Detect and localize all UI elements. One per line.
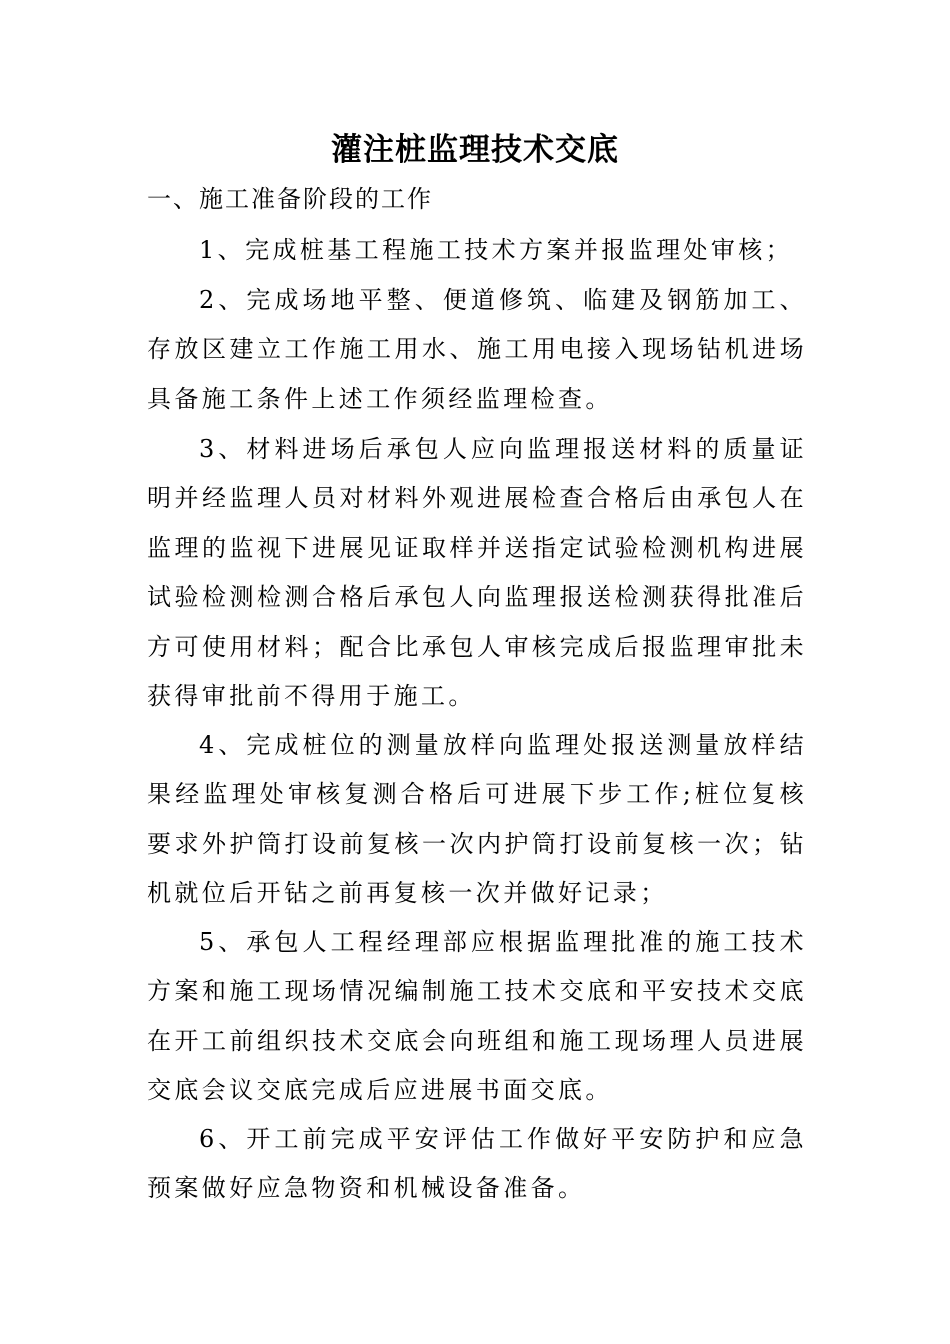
paragraph-1: 1、完成桩基工程施工技术方案并报监理处审核； (199, 236, 794, 264)
paragraph-6: 6、开工前完成平安评估工作做好平安防护和应急预案做好应急物资和机械设备准备。 (147, 1125, 807, 1203)
paragraph-5: 5、承包人工程经理部应根据监理批准的施工技术方案和施工现场情况编制施工技术交底和平安技术交底在开工前组织技术交底会向班组和施工现场理人员进展交底会议交底完成后应进展书面交底。 (147, 928, 807, 1105)
document-title: 灌注桩监理技术交底 (331, 132, 619, 168)
paragraph-4: 4、完成桩位的测量放样向监理处报送测量放样结果经监理处审核复测合格后可进展下步工作;桩位复核要求外护筒打设前复核一次内护筒打设前复核一次；钻机就位后开钻之前再复核一次并做好记录； (147, 731, 807, 908)
section-heading: 一、施工准备阶段的工作 (147, 185, 433, 213)
paragraph-3: 3、材料进场后承包人应向监理报送材料的质量证明并经监理人员对材料外观进展检查合格后由承包人在监理的监视下进展见证取样并送指定试验检测机构进展试验检测检测合格后承包人向监理报送检测获得批准后方可使用材料；配合比承包人审核完成后报监理审批未获得审批前不得用于施工。 (147, 435, 807, 711)
paragraph-2: 2、完成场地平整、便道修筑、临建及钢筋加工、存放区建立工作施工用水、施工用电接入现场钻机进场具备施工条件上述工作须经监理检查。 (147, 286, 807, 413)
